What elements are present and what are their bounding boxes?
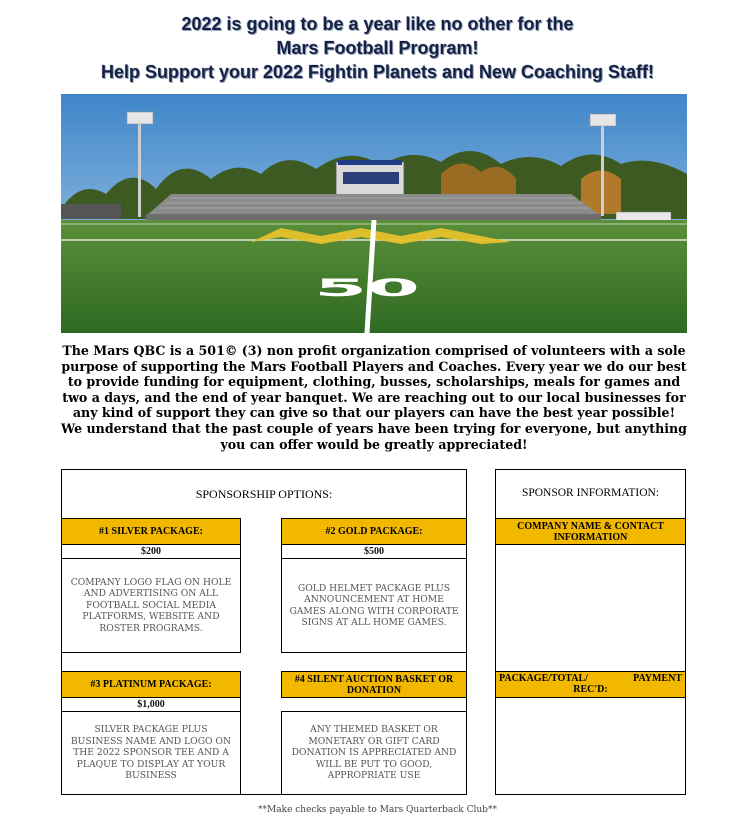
package-1-price: $200 (61, 544, 241, 559)
company-contact-label: COMPANY NAME & CONTACT INFORMATION (495, 518, 686, 545)
stadium-photo (61, 94, 687, 333)
sponsorship-title: SPONSORSHIP OPTIONS: (195, 487, 333, 501)
footer-note: **Make checks payable to Mars Quarterback Club** (258, 805, 497, 815)
payment-label: PAYMENT (633, 673, 682, 684)
package-total-payment-label (495, 671, 686, 698)
headline (0, 12, 755, 84)
package-3-label: #3 PLATINUM PACKAGE: (61, 671, 241, 698)
package-1-label: #1 SILVER PACKAGE: (61, 518, 241, 545)
headline-line-1: 2022 is going to be a year like no other for the (181, 14, 574, 34)
headline-line-2: Mars Football Program! (276, 38, 479, 58)
package-4-description: ANY THEMED BASKET OR MONETARY OR GIFT CARD DONATION IS APPRECIATED AND WILL BE PUT TO GOOD, APPROPRIATE USE (281, 711, 467, 795)
package-2-price: $500 (281, 544, 467, 559)
package-1-description: COMPANY LOGO FLAG ON HOLE AND ADVERTISING ON ALL FOOTBALL SOCIAL MEDIA PLATFORMS, WEBSITE AND ROSTER PROGRAMS. (61, 558, 241, 653)
package-2-description: GOLD HELMET PACKAGE PLUS ANNOUNCEMENT AT HOME GAMES ALONG WITH CORPORATE SIGNS AT ALL HOME GAMES. (281, 558, 467, 653)
field-number: 50 (314, 274, 420, 303)
package-3-price: $1,000 (61, 697, 241, 712)
intro-paragraph: The Mars QBC is a 501© (3) non profit organization comprised of volunteers with a sole purpose of supporting the Mars Football Players and Coaches. Every year we do our best to provide funding for equipment, clothing, busses, scholarships, meals for games and two a days, and the end of year banquet. We are reaching out to our local businesses for any kind of support they can give so that our players can have the best year possible! We understand that the past couple of years have been trying for everyone, but anything you can offer would be greatly appreciated! (61, 343, 687, 452)
package-4-label: #4 SILENT AUCTION BASKET OR DONATION (281, 671, 467, 698)
package-2-label: #2 GOLD PACKAGE: (281, 518, 467, 545)
package-total-payment-field[interactable] (496, 698, 685, 794)
sponsor-info-title: SPONSOR INFORMATION: (521, 487, 660, 499)
company-contact-field[interactable] (496, 545, 685, 670)
headline-line-3: Help Support your 2022 Fightin Planets and New Coaching Staff! (100, 62, 655, 82)
package-3-description: SILVER PACKAGE PLUS BUSINESS NAME AND LOGO ON THE 2022 SPONSOR TEE AND A PLAQUE TO DISPLAY AT YOUR BUSINESS (61, 711, 241, 795)
package-total-label: PACKAGE/TOTAL/ (499, 673, 588, 684)
recd-label: REC'D: (573, 684, 608, 695)
